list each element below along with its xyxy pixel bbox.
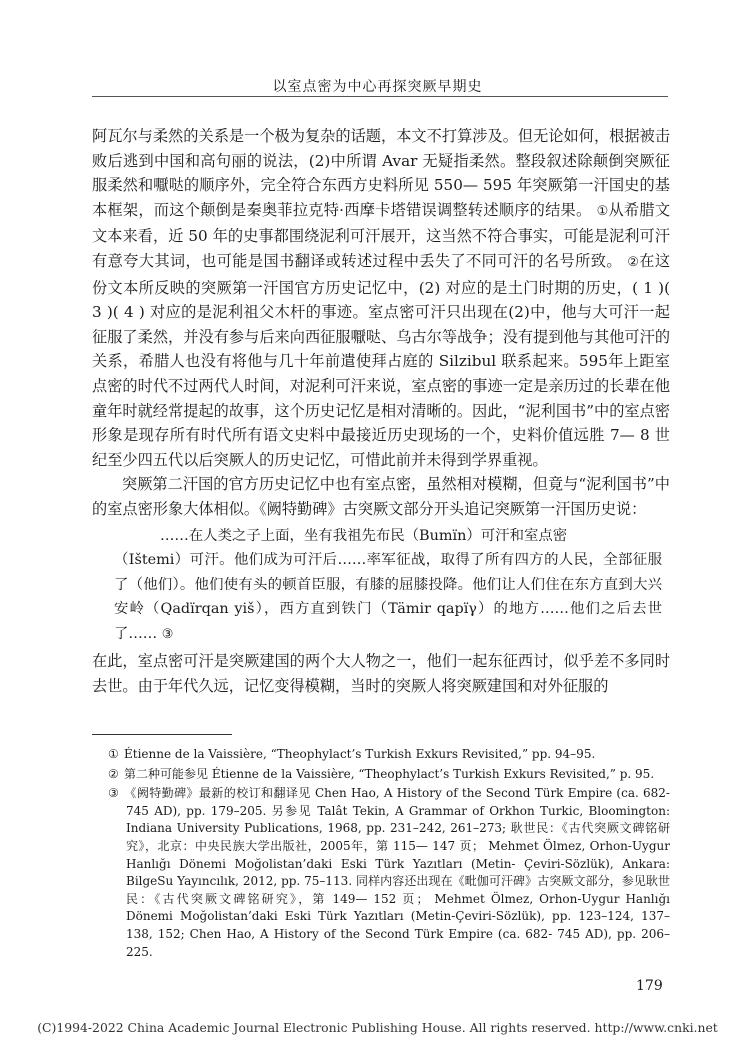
footnote-3 (108, 785, 670, 961)
footnote-ref-3[interactable]: ③ (161, 626, 174, 642)
footnote-3-text: 《阙特勤碑》最新的校订和翻译见 Chen Hao, A History of the Second Türk Empire (ca. 682-745 AD), pp. 179–205. 另参见 Talât Tekin, A Grammar of Orkhon Turkic, Bloomington: Indiana University Publications, 1968, pp. 231–242, 261–273; 耿世民：《古代突厥文碑铭研究》，北京：中央民族大学出版社，2005年，第 115— 147 页； Mehmet Ölmez, Orhon-Uygur Hanlığı Dönemi Moğolistan’daki Eski Türk Yazıtları (Metin- Çeviri-Sözlük), Ankara: BilgeSu Yayıncılık, 2012, pp. 75–113. 同样内容还出现在《毗伽可汗碑》古突厥文部分，参见耿世民：《古代突厥文碑铭研究》，第 149— 152 页； Mehmet Ölmez, Orhon-Uygur Hanlığı Dönemi Moğolistan’daki Eski Türk Yazıtları (Metin-Çeviri-Sözlük), pp. 123–124, 137–138, 152; Chen Hao, A History of the Second Türk Empire (ca. 682- 745 AD), pp. 206–225. (124, 786, 670, 959)
header-divider (92, 96, 668, 97)
main-text (92, 124, 670, 699)
footnote-2-text: 第二种可能参见 Étienne de la Vaissière, “Theophylact’s Turkish Exkurs Revisited,” p. 95. (124, 766, 655, 781)
footnote-1-text: Étienne de la Vaissière, “Theophylact’s Turkish Exkurs Revisited,” pp. 94–95. (124, 747, 596, 761)
footnote-1-number: ① (108, 747, 119, 761)
paragraph-3: 在此，室点密可汗是突厥建国的两个大人物之一，他们一起东征西讨，似乎差不多同时去世。由于年代久远，记忆变得模糊，当时的突厥人将突厥建国和对外征服的 (92, 652, 670, 696)
paragraph-1-text-b: 从希腊文文本来看，近 50 年的史事都围绕泥利可汗展开，这当然不符合事实，可能是泥利可汗有意夸大其词，也可能是国书翻译或转述过程中丢失了不同可汗的名号所致。 (92, 200, 671, 270)
running-title: 以室点密为中心再探突厥早期史 (272, 79, 483, 95)
block-quote (114, 524, 662, 648)
quote-text: （Ištemi）可汗。他们成为可汗后……率军征战，取得了所有四方的人民，全部征服了（他们）。他们使有头的顿首臣服，有膝的屈膝投降。他们让人们住在东方直到大兴安岭（Qadïrqan yiš），西方直到铁门（Tämir qapïγ）的地方……他们之后去世了…… (114, 552, 662, 642)
footnote-ref-2[interactable]: ② (627, 254, 640, 270)
paragraph-2: 突厥第二汗国的官方历史记忆中也有室点密，虽然相对模糊，但竟与“泥利国书”中的室点密形象大体相似。《阙特勤碑》古突厥文部分开头追记突厥第一汗国历史说： (92, 475, 670, 518)
footnote-divider (92, 734, 232, 735)
paragraph-1-text-c: 在这份文本所反映的突厥第一汗国官方历史记忆中，(2) 对应的是土门时期的历史，( 1 )( 3 )( 4 ) 对应的是泥利祖父木杆的事迹。室点密可汗只出现在(2)中，他与大可汗一起征服了柔然，并没有参与后来向西征服嚈哒、乌古尔等战争；没有提到他与其他可汗的关系，希腊人也没有将他与几十年前遣使拜占庭的 Silzibul 联系起来。595年上距室点密的时代不过两代人时间，对泥利可汗来说，室点密的事迹一定是亲历过的长辈在他童年时就经常提起的故事，这个历史记忆是相对清晰的。因此，“泥利国书”中的室点密形象是现存所有时代所有语文史料中最接近历史现场的一个，史料价值远胜 7— 8 世纪至少四五代以后突厥人的历史记忆，可惜此前并未得到学界重视。 (92, 251, 671, 469)
paragraph-1 (92, 124, 670, 472)
footnote-3-number: ③ (108, 786, 119, 801)
page-number: 179 (636, 978, 663, 994)
footnote-2-number: ② (108, 766, 119, 781)
footnote-1 (108, 746, 670, 764)
footnote-ref-1[interactable]: ① (596, 203, 609, 219)
quote-line-1: ……在人类之子上面，坐有我祖先布民（Bumïn）可汗和室点密 (160, 527, 568, 544)
footnotes (108, 746, 670, 963)
footnote-2 (108, 766, 670, 784)
paragraph-1-text: 阿瓦尔与柔然的关系是一个极为复杂的话题，本文不打算涉及。但无论如何，根据被击败后逃到中国和高句丽的说法，(2)中所谓 Avar 无疑指柔然。整段叙述除颠倒突厥征服柔然和嚈哒的顺序外，完全符合东西方史料所见 550— 595 年突厥第一汗国史的基本框架，而这个颠倒是秦奥菲拉克特·西摩卡塔错误调整转述顺序的结果。 (92, 127, 670, 219)
copyright-footer: (C)1994-2022 China Academic Journal Electronic Publishing House. All rights reserved. http://www.cnki.net (37, 1020, 718, 1035)
